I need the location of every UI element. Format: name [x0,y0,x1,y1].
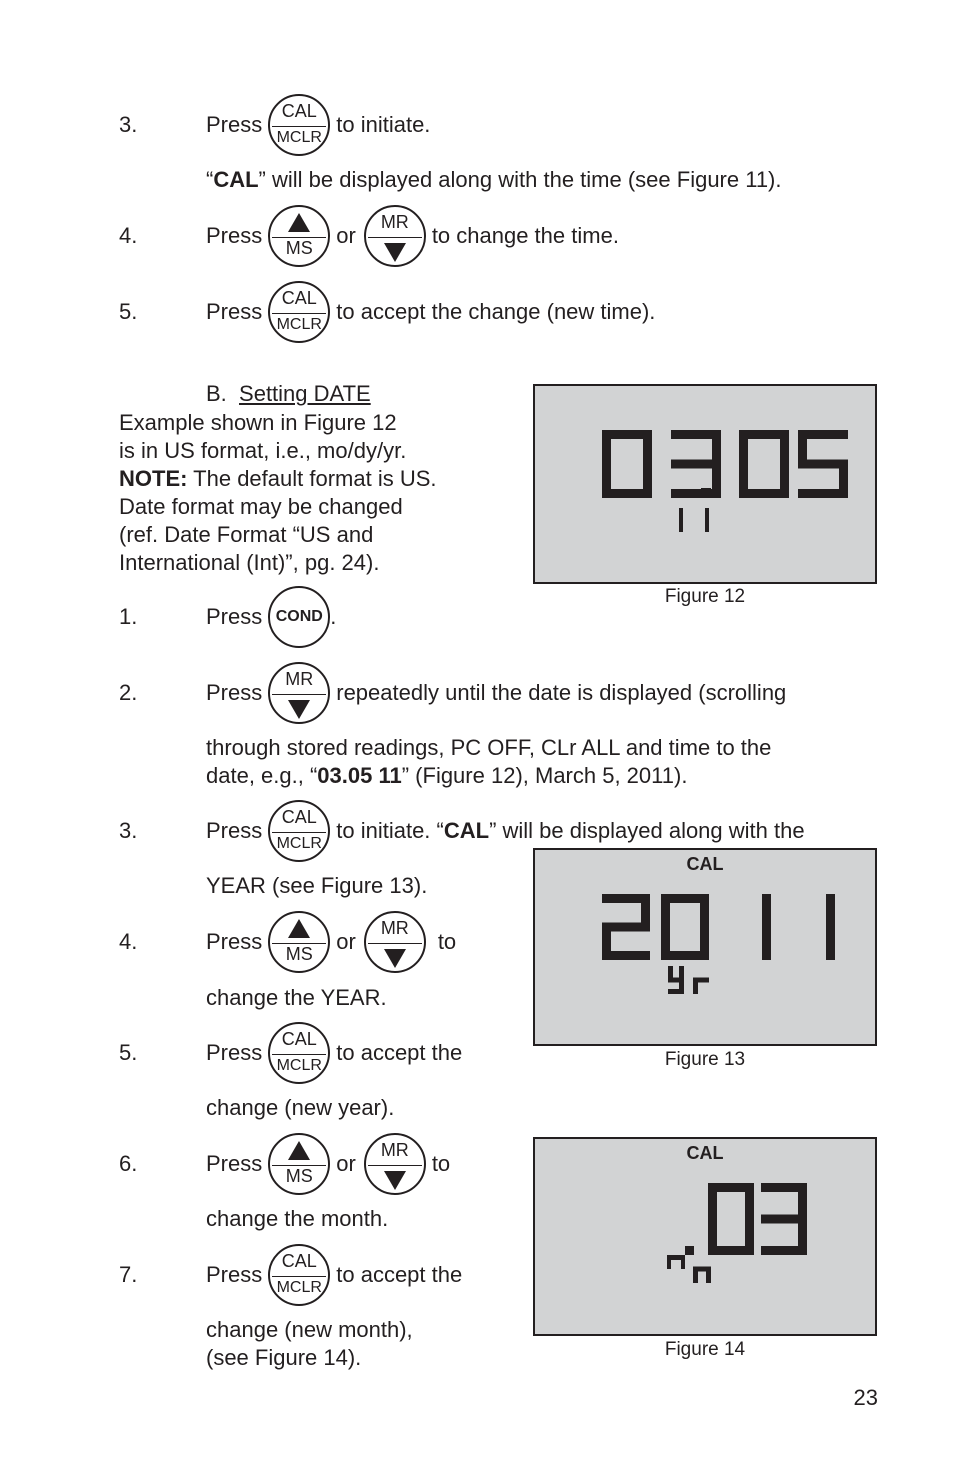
step-number: 5. [119,299,138,324]
lcd-segment [700,927,709,960]
lcd-segment [679,966,684,980]
lcd-segment [668,966,673,980]
step-2-date: Press MR repeatedly until the date is displayed (scrolling [206,662,786,724]
figure-caption: Figure 12 [664,586,746,607]
lcd-cal-label: CAL [686,854,724,874]
lcd-figure-13 [533,848,877,1046]
lcd-figure-14 [533,1137,877,1336]
lcd-segment [643,430,652,464]
lcd-segment [826,927,835,960]
lcd-segment [671,1260,681,1269]
lcd-segment [602,430,611,464]
figure-caption: Figure 13 [664,1049,746,1070]
lcd-segment [701,488,711,498]
step-number: 2. [119,680,138,705]
lcd-segment [798,1183,807,1219]
lcd-segment [602,464,611,498]
lcd-segment [641,894,650,927]
cal-mclr-button-icon: CAL MCLR [268,281,330,343]
cond-button-icon: COND [268,586,330,648]
step-5-detail: change (new year). [206,1095,395,1120]
lcd-segment [745,1183,754,1219]
lcd-segment [839,464,848,498]
section-heading: B. Setting DATE [206,381,371,406]
lcd-segment [705,508,709,520]
step-1-date: Press COND . [206,586,336,648]
lcd-segment [679,508,683,520]
step-number: 4. [119,223,138,248]
step-text: to initiate. [336,112,431,137]
step-5-time: Press CAL MCLR to accept the change (new time). [206,281,655,343]
figure-caption: Figure 14 [664,1339,746,1360]
step-2-detail: through stored readings, PC OFF, CLr ALL and time to the date, e.g., “03.05 11” (Figure 12), March 5, 2011). [206,735,772,788]
lcd-segment [706,1269,711,1283]
lcd-segment [780,464,789,498]
lcd-segment [693,980,698,994]
lcd-segment [679,520,683,532]
lcd-segment [643,464,652,498]
lcd-segment [693,1269,698,1283]
lcd-digits [535,1139,879,1338]
lcd-segment [708,1183,717,1219]
lcd-segment [679,980,684,994]
step-5-date: Press CAL MCLR to accept the [206,1022,462,1084]
lcd-cal-label: CAL [686,1143,724,1163]
step-number: 4. [119,929,138,954]
up-ms-button-icon: MS [268,205,330,267]
step-number: 1. [119,604,138,629]
lcd-segment [712,464,721,498]
cal-mclr-button-icon: CAL MCLR [268,800,330,862]
lcd-segment [798,430,807,464]
step-number: 6. [119,1151,138,1176]
cal-mclr-button-icon: CAL MCLR [268,1022,330,1084]
lcd-segment [762,894,771,927]
lcd-segment [826,894,835,927]
step-3-time [206,94,430,156]
lcd-digits [535,386,879,586]
page-number: 23 [853,1385,878,1410]
step-note: “CAL” will be displayed along with the time (see Figure 11). [206,167,782,192]
lcd-digits [535,850,879,1048]
lcd-segment [602,927,611,960]
lcd-segment [661,894,670,927]
lcd-segment [780,430,789,464]
lcd-segment [712,430,721,464]
lcd-segment [708,1219,717,1255]
step-number: 3. [119,112,138,137]
step-6-detail: change the month. [206,1206,389,1231]
step-number: 5. [119,1040,138,1065]
lcd-segment [762,927,771,960]
lcd-segment [705,520,709,532]
step-number: 3. [119,818,138,843]
cal-mclr-button-icon: CAL MCLR [268,94,330,156]
down-mr-button-icon: MR [364,205,426,267]
lcd-segment [745,1219,754,1255]
up-ms-button-icon: MS [268,911,330,973]
step-4-time: Press MS or MR to change the time. [206,205,619,267]
lcd-segment [798,1219,807,1255]
lcd-figure-12 [533,384,877,584]
lcd-segment [739,464,748,498]
intro-text: Example shown in Figure 12 is in US format, i.e., mo/dy/yr. NOTE: The default format is US. Date format may be changed (ref. Date Format “US and International (Int)”, pg. 24). [119,410,437,575]
step-7-detail: change (new month), (see Figure 14). [206,1317,413,1370]
step-number: 7. [119,1262,138,1287]
step-3-detail: YEAR (see Figure 13). [206,873,428,898]
step-7-date: Press CAL MCLR to accept the [206,1244,462,1306]
step-6-date: Press MS or MR to [206,1133,450,1195]
lcd-segment [739,430,748,464]
down-mr-button-icon: MR [364,911,426,973]
step-4-date: Press MS or MR to [206,911,456,973]
lcd-segment [661,927,670,960]
down-mr-button-icon: MR [268,662,330,724]
lcd-segment [700,894,709,927]
step-text: Press [206,112,263,137]
step-4-detail: change the YEAR. [206,985,387,1010]
down-mr-button-icon: MR [364,1133,426,1195]
step-3-date: Press CAL MCLR to initiate. “CAL” will be displayed along with the [206,800,805,862]
up-ms-button-icon: MS [268,1133,330,1195]
lcd-segment [685,1246,694,1255]
cal-mclr-button-icon: CAL MCLR [268,1244,330,1306]
